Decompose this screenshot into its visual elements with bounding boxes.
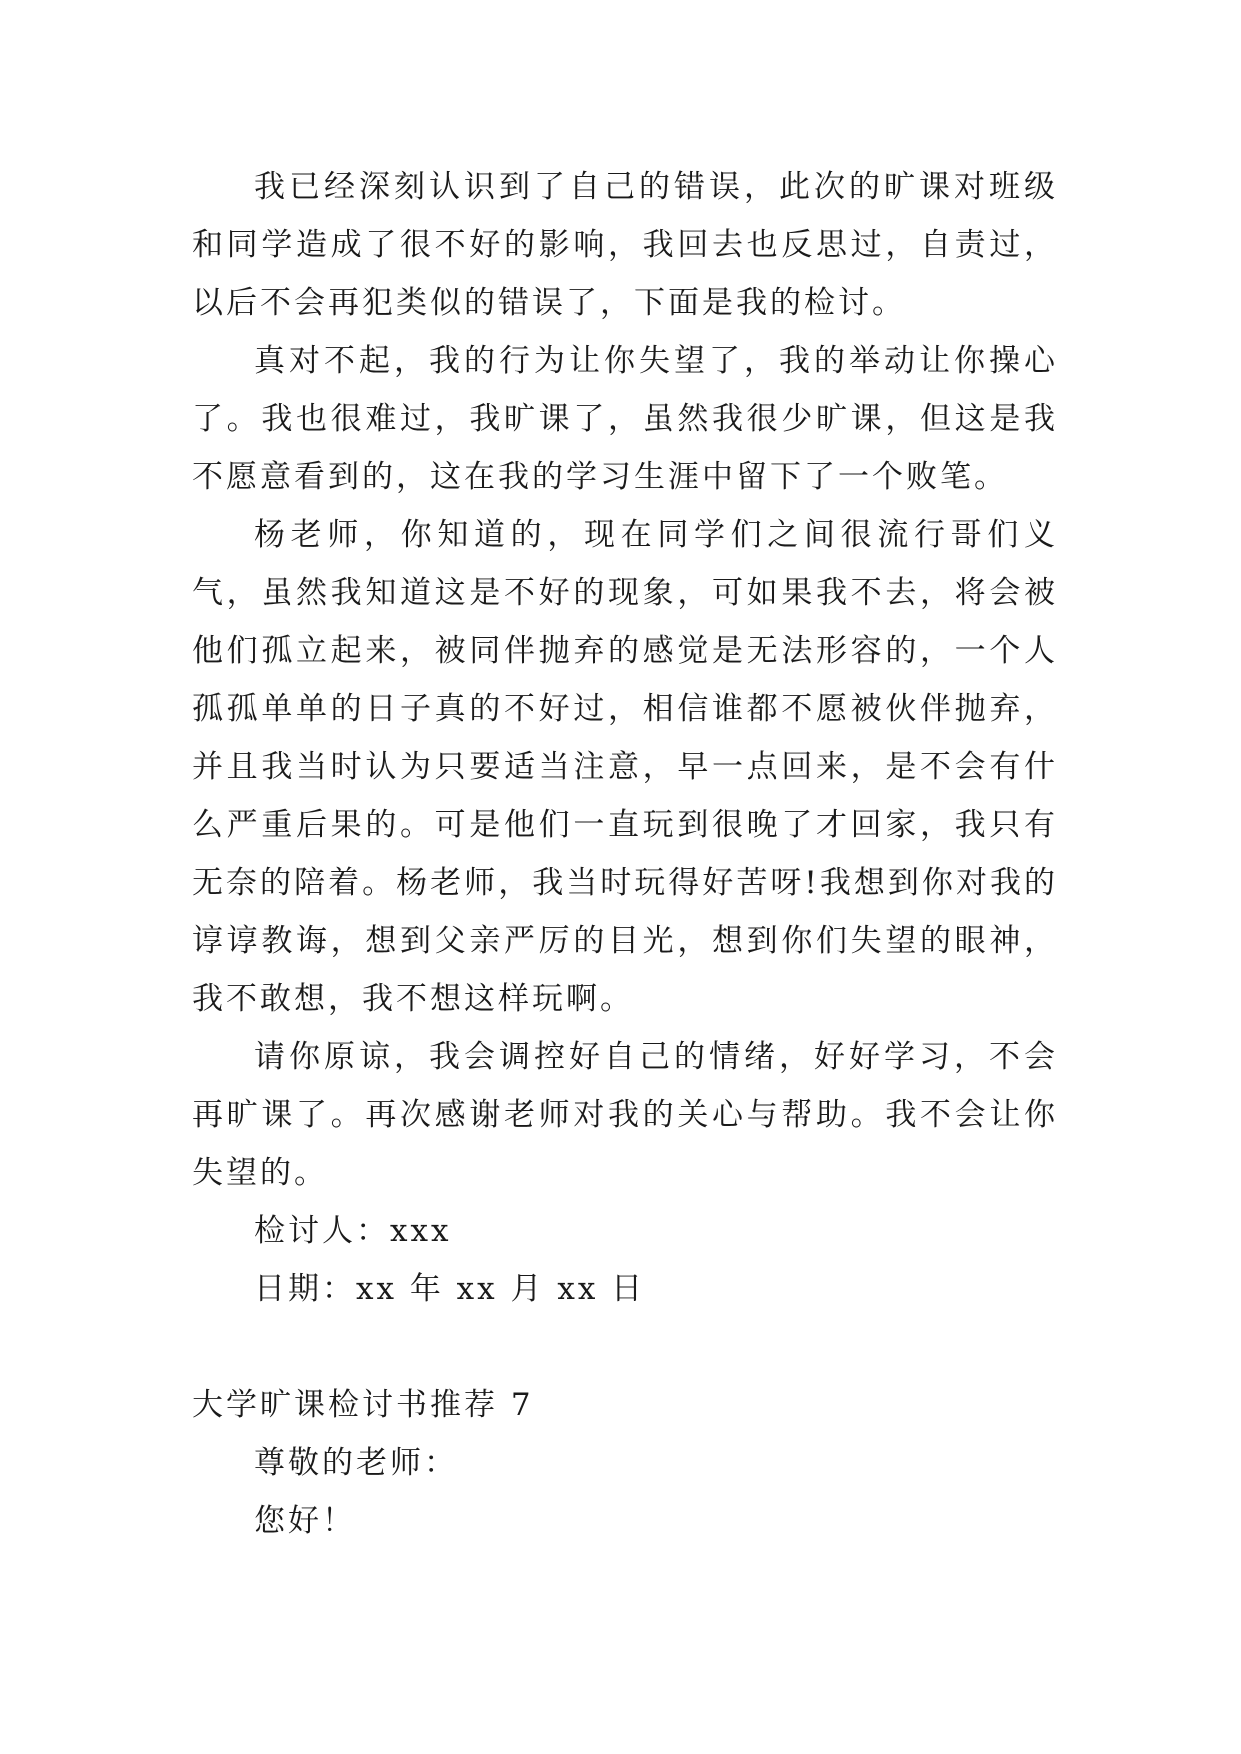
document-body — [192, 158, 1058, 1550]
signature-date: 日期：xx 年 xx 月 xx 日 — [254, 1271, 646, 1307]
paragraph-3: 杨老师，你知道的，现在同学们之间很流行哥们义气，虽然我知道这是不好的现象，可如果我不去，将会被他们孤立起来，被同伴抛弃的感觉是无法形容的，一个人孤孤单单的日子真的不好过，相信谁都不愿被伙伴抛弃，并且我当时认为只要适当注意，早一点回来，是不会有什么严重后果的。可是他们一直玩到很晚了才回家，我只有无奈的陪着。杨老师，我当时玩得好苦呀!我想到你对我的谆谆教诲，想到父亲严厉的目光，想到你们失望的眼神，我不敢想，我不想这样玩啊。 — [192, 517, 1058, 1017]
greeting: 您好！ — [254, 1503, 356, 1539]
paragraph-2: 真对不起，我的行为让你失望了，我的举动让你操心了。我也很难过，我旷课了，虽然我很少旷课，但这是我不愿意看到的，这在我的学习生涯中留下了一个败笔。 — [192, 343, 1058, 495]
salutation: 尊敬的老师： — [254, 1445, 458, 1481]
signature-reviewer: 检讨人：xxx — [254, 1213, 452, 1249]
paragraph-4: 请你原谅，我会调控好自己的情绪，好好学习，不会再旷课了。再次感谢老师对我的关心与帮助。我不会让你失望的。 — [192, 1039, 1058, 1191]
section-gap — [192, 1318, 1058, 1376]
paragraph-1: 我已经深刻认识到了自己的错误，此次的旷课对班级和同学造成了很不好的影响，我回去也反思过，自责过，以后不会再犯类似的错误了，下面是我的检讨。 — [192, 169, 1058, 321]
section-title: 大学旷课检讨书推荐 7 — [192, 1387, 534, 1423]
